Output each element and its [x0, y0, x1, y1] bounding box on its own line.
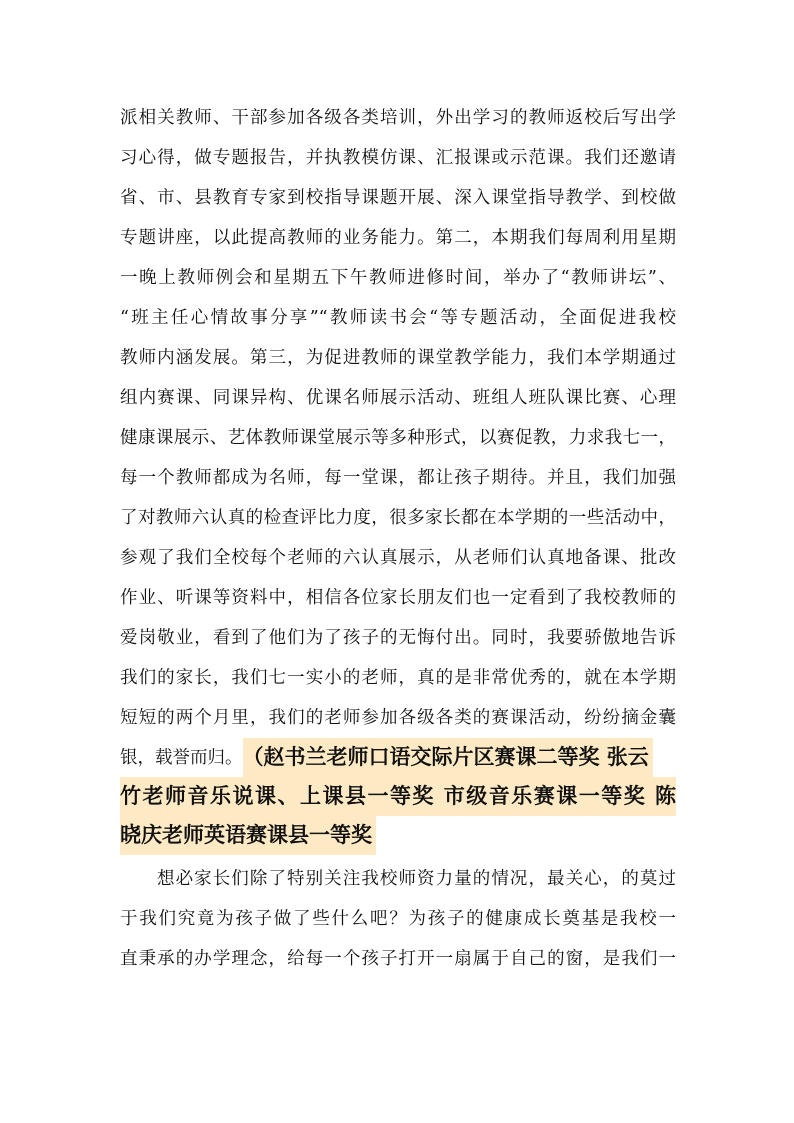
text-line: 想必家长们除了特别关注我校师资力量的情况，最关心，的莫过 — [157, 869, 676, 889]
text-line: 派相关教师、干部参加各级各类培训，外出学习的教师返校后写出学 — [120, 108, 676, 128]
paragraph-1 — [120, 98, 676, 855]
text-line: 省、市、县教育专家到校指导课题开展、深入课堂指导教学、到校做 — [120, 188, 676, 208]
text-line: 我们的家长，我们七一实小的老师，真的是非常优秀的，就在本学期 — [120, 668, 676, 688]
text-line: 于我们究竟为孩子做了些什么吧？为孩子的健康成长奠基是我校一 — [120, 909, 676, 929]
text-line: 健康课展示、艺体教师课堂展示等多种形式，以赛促教，力求我七一， — [120, 428, 676, 448]
highlighted-award-text: （赵书兰老师口语交际片区赛课二等奖 张云 — [243, 738, 653, 777]
text-line: 了对教师六认真的检查评比力度，很多家长都在本学期的一些活动中， — [120, 508, 676, 528]
text-line: 习心得，做专题报告，并执教模仿课、汇报课或示范课。我们还邀请 — [120, 148, 676, 168]
text-line: 专题讲座，以此提高教师的业务能力。第二，本期我们每周利用星期 — [120, 228, 676, 248]
mixed-highlight-line — [120, 738, 676, 777]
text-line: 教师内涵发展。第三，为促进教师的课堂教学能力，我们本学期通过 — [120, 348, 676, 368]
text-line: 短短的两个月里，我们的老师参加各级各类的赛课活动，纷纷摘金囊 — [120, 708, 676, 728]
text-line: 每一个教师都成为名师，每一堂课，都让孩子期待。并且，我们加强 — [120, 468, 676, 488]
text-line: 参观了我们全校每个老师的六认真展示，从老师们认真地备课、批改 — [120, 548, 676, 568]
text-line: 作业、听课等资料中，相信各位家长朋友们也一定看到了我校教师的 — [120, 588, 676, 608]
text-line: 爱岗敬业，看到了他们为了孩子的无悔付出。同时，我要骄傲地告诉 — [120, 628, 676, 648]
highlight-line — [120, 777, 676, 816]
highlight-line — [120, 816, 676, 855]
highlighted-award-text: 晓庆老师英语赛课县一等奖 — [120, 816, 376, 855]
paragraph-2 — [120, 859, 676, 979]
text-line: 直秉承的办学理念，给每一个孩子打开一扇属于自己的窗，是我们一 — [120, 949, 676, 969]
text-run: 银，载誉而归。 — [120, 748, 243, 768]
document-body — [120, 98, 676, 979]
text-line: “班主任心情故事分享”“教师读书会“等专题活动，全面促进我校 — [120, 308, 676, 328]
text-line: 一晚上教师例会和星期五下午教师进修时间，举办了“教师讲坛”、 — [120, 268, 676, 288]
highlighted-award-text: 竹老师音乐说课、上课县一等奖 市级音乐赛课一等奖 陈 — [120, 777, 676, 816]
text-line: 组内赛课、同课异构、优课名师展示活动、班组人班队课比赛、心理 — [120, 388, 676, 408]
